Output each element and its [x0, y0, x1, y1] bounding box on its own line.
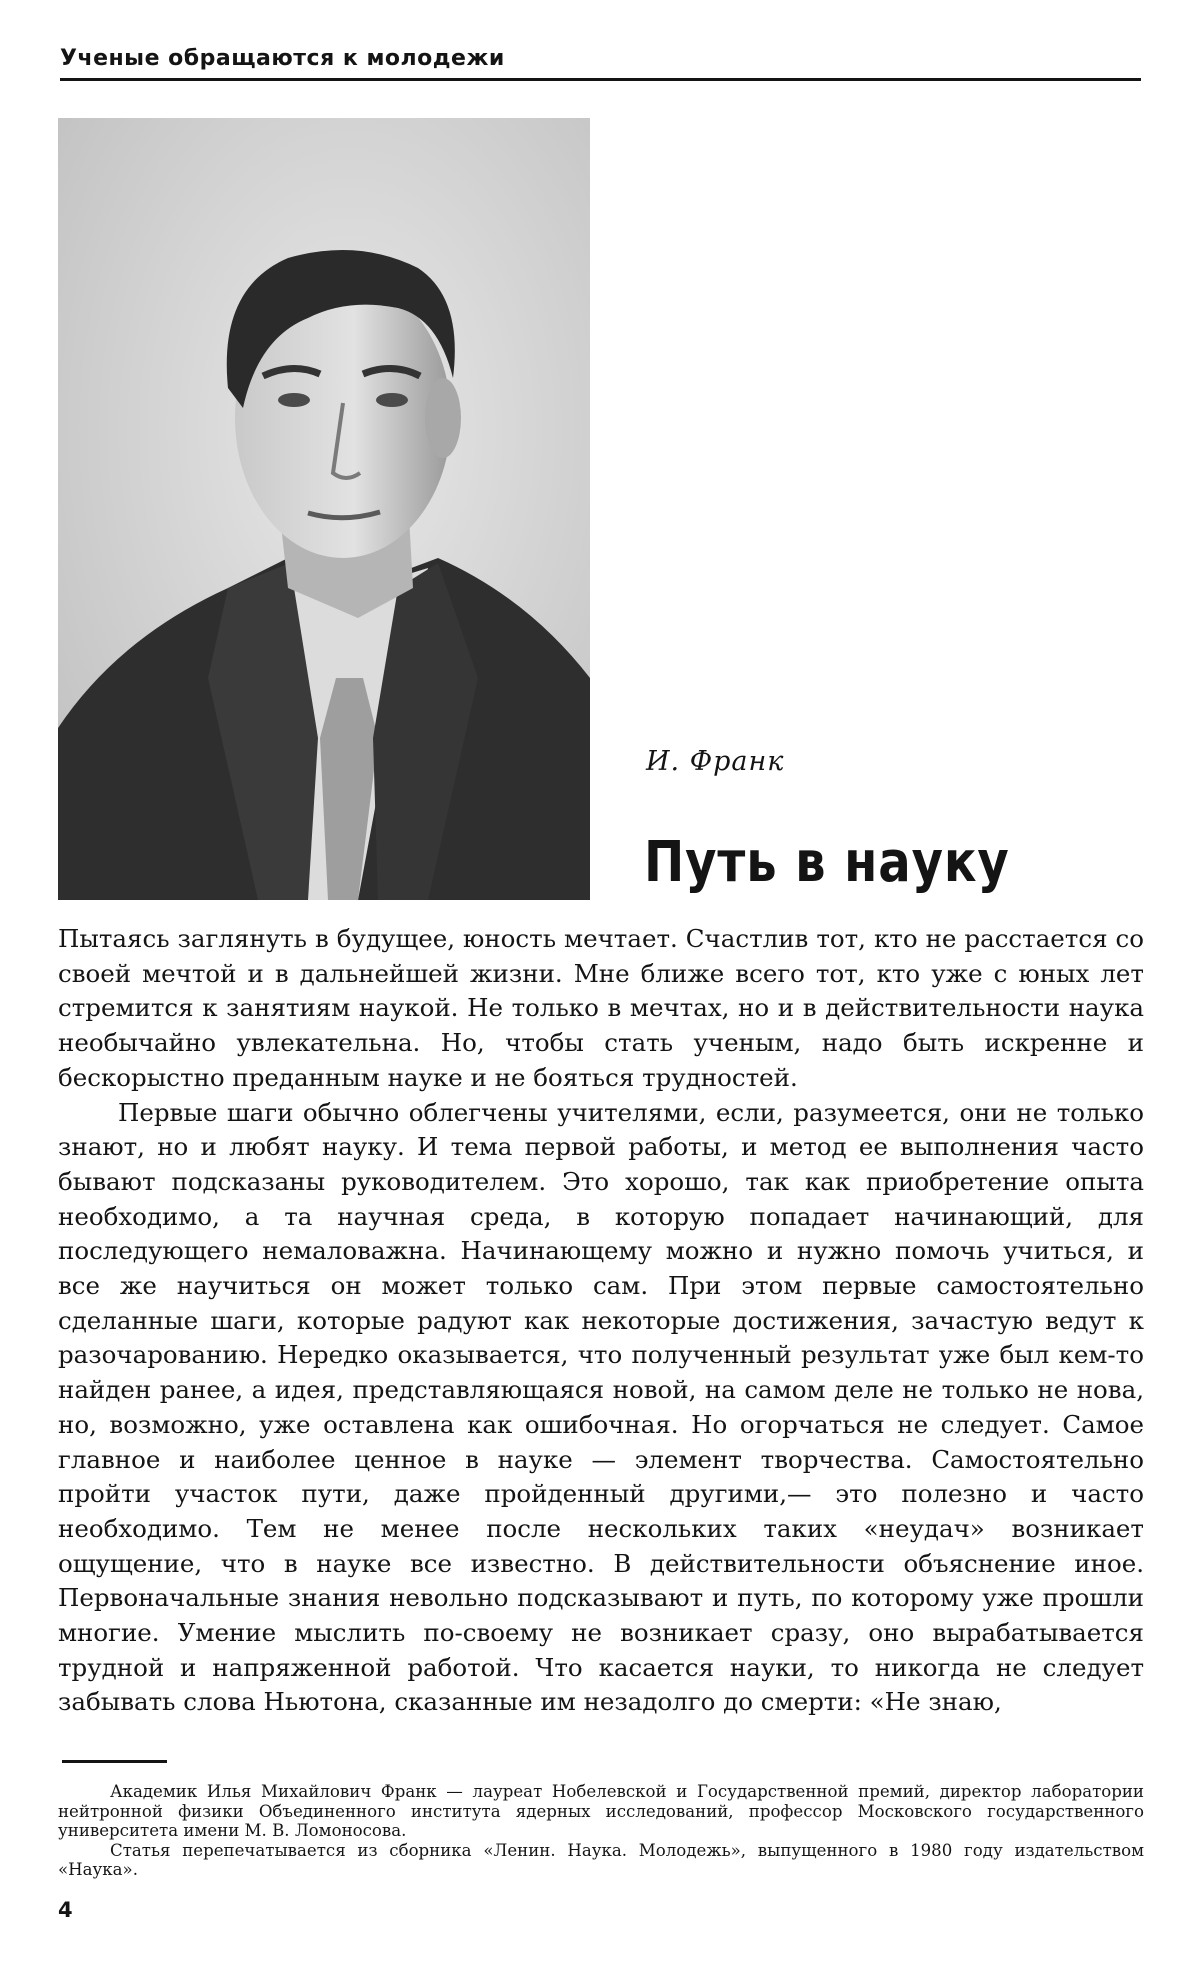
footnote: Академик Илья Михайлович Франк — лауреат Нобелевской и Государственной премий, директор лаборатории нейтронной физики Объединенного института ядерных исследований, профессор Московского государственного университета имени М. В. Ломоносова.: [58, 1782, 1144, 1840]
portrait-illustration: [58, 118, 590, 900]
body-paragraph: Первые шаги обычно облегчены учителями, если, разумеется, они не только знают, но и любят науку. И тема первой работы, и метод ее выполнения часто бывают подсказаны руководителем. Это хорошо, так как приобретение опыта необходимо, а та научная среда, в которую попадает начинающий, для последующего немаловажна. Начинающему можно и нужно помочь учиться, и все же научиться он может только сам. При этом первые самостоятельно сделанные шаги, которые радуют как некоторые достижения, зачастую ведут к разочарованию. Нередко оказывается, что полученный результат уже был кем-то найден ранее, а идея, представляющаяся новой, на самом деле не только не нова, но, возможно, уже оставлена как ошибочная. Но огорчаться не следует. Самое главное и наиболее ценное в науке — элемент творчества. Самостоятельно пройти участок пути, даже пройденный другими,— это полезно и часто необходимо. Тем не менее после нескольких таких «неудач» возникает ощущение, что в науке все известно. В действительности объяснение иное. Первоначальные знания невольно подсказывают и путь, по которому уже прошли многие. Умение мыслить по-своему не возникает сразу, оно вырабатывается трудной и напряженной работой. Что касается науки, то никогда не следует забывать слова Ньютона, сказанные им незадолго до смерти: «Не знаю,: [58, 1097, 1144, 1717]
article-title: Путь в науку: [644, 830, 1010, 895]
footnotes: [58, 1782, 1144, 1880]
article-author: И. Франк: [646, 746, 785, 777]
body-paragraph: Пытаясь заглянуть в будущее, юность мечтает. Счастлив тот, кто не расстается со своей мечтой и в дальнейшей жизни. Мне ближе всего тот, кто уже с юных лет стремится к занятиям наукой. Не только в мечтах, но и в действительности наука необычайно увлекательна. Но, чтобы стать ученым, надо быть искренне и бескорыстно преданным науке и не бояться трудностей.: [58, 924, 1144, 1092]
article-body: [58, 922, 1144, 1720]
page-number: 4: [58, 1898, 73, 1922]
footnote: Статья перепечатывается из сборника «Ленин. Наука. Молодежь», выпущенного в 1980 году издательством «Наука».: [58, 1840, 1144, 1879]
header-rule: [60, 78, 1141, 81]
section-header: Ученые обращаются к молодежи: [60, 46, 505, 71]
author-portrait: [58, 118, 590, 900]
footnote-rule: [62, 1760, 167, 1763]
